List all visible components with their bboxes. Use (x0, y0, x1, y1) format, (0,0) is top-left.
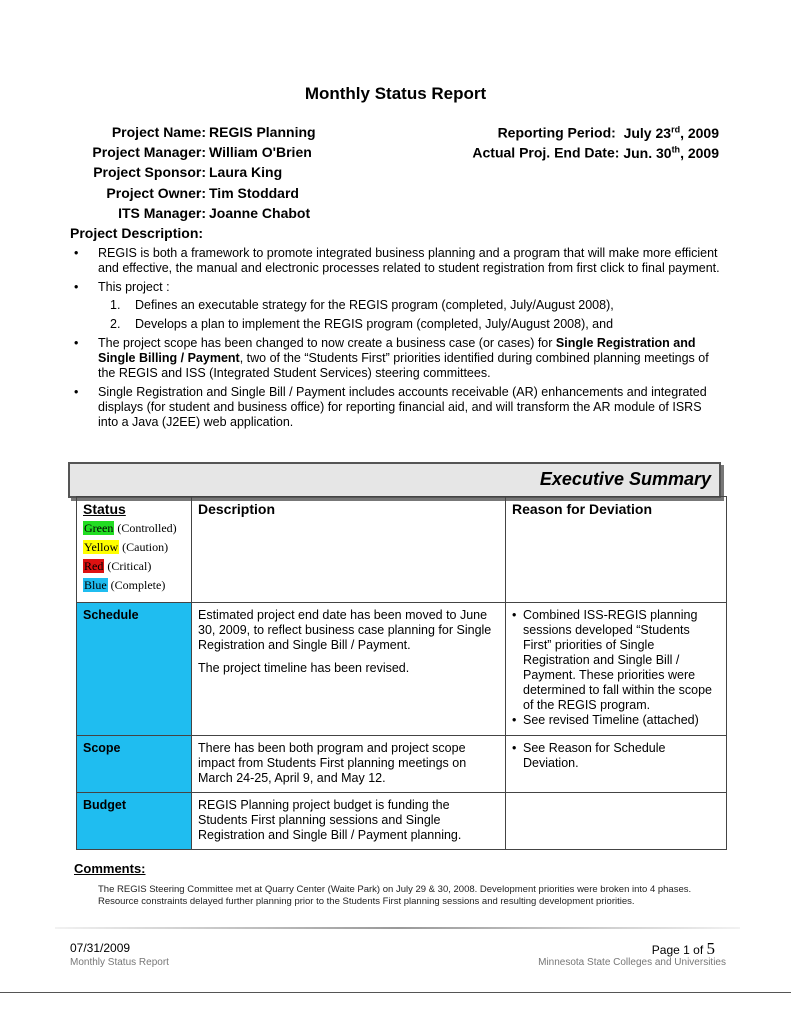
report-title: Monthly Status Report (304, 84, 487, 103)
list-item: • See revised Timeline (attached) (512, 713, 699, 727)
actual-end-date (472, 144, 719, 161)
list-item: • This project : 1. Defines an executable strategy for the REGIS program (completed, July/August 2008), 2. Develops a plan to implement the REGIS program (completed, July/August 2008), and (70, 280, 725, 332)
project-name-label: Project Name: (111, 124, 206, 140)
footer-date: 07/31/2009 (70, 941, 131, 955)
budget-description-cell: REGIS Planning project budget is funding the Students First planning sessions and Single Registration and Single Bill / Payment planning. (192, 793, 506, 850)
sub-list (98, 298, 725, 332)
list-item: • See Reason for Schedule Deviation. (512, 741, 666, 770)
list-item: • Single Registration and Single Bill / Payment includes accounts receivable (AR) enhancements and integrated displays (for student and business office) for reporting financial aid, and will transform the AR module of ISRS into a Java (J2EE) web application. (74, 385, 707, 429)
budget-status-cell: Budget (77, 793, 192, 850)
legend-blue: Blue (84, 578, 107, 592)
executive-summary-table (76, 496, 727, 850)
page-number: Page 1 of 5 (651, 939, 715, 958)
legend-yellow: Yellow (84, 540, 119, 554)
reporting-period (498, 124, 719, 141)
its-manager-label: ITS Manager: (118, 205, 206, 221)
project-owner-label: Project Owner: (106, 185, 206, 201)
page-bottom-line (0, 992, 791, 993)
reporting-period-label: Reporting Period: (497, 124, 616, 141)
schedule-status-cell: Schedule (77, 603, 192, 736)
project-description-list (70, 246, 725, 434)
sub-list-item: 2. Develops a plan to implement the REGIS program (completed, July/August 2008), and (110, 317, 614, 331)
executive-summary-banner (68, 462, 721, 498)
comments-heading: Comments: (74, 861, 146, 876)
reason-header-cell (506, 497, 727, 603)
bullet-icon: • (74, 280, 79, 294)
project-name-value: REGIS Planning (209, 124, 316, 140)
end-date-value: Jun. 30th, 2009 (623, 144, 719, 161)
table-header-row (77, 497, 727, 603)
executive-summary-title: Executive Summary (539, 469, 711, 489)
table-row (77, 793, 727, 850)
list-item: • REGIS is both a framework to promote integrated business planning and a program that will make more efficient and effective, the manual and electronic processes related to student registration from first click to final payment. (74, 246, 720, 275)
footer-subtitle: Monthly Status Report (70, 957, 169, 968)
sub-list-item: 1. Defines an executable strategy for the REGIS program (completed, July/August 2008), (110, 298, 614, 312)
status-header: Status (83, 501, 126, 517)
scope-description-cell: There has been both program and project scope impact from Students First planning meetings on March 24-25, April 9, and May 12. (192, 736, 506, 793)
project-description-heading: Project Description: (70, 225, 204, 241)
project-sponsor-value: Laura King (209, 164, 283, 180)
schedule-reason-cell (506, 603, 727, 736)
end-date-label: Actual Proj. End Date: (472, 144, 620, 161)
project-manager-value: William O'Brien (209, 144, 312, 160)
footer-organization: Minnesota State Colleges and Universities (538, 957, 726, 968)
legend-red: Red (84, 559, 104, 573)
description-header-cell (192, 497, 506, 603)
status-header-cell (77, 497, 192, 603)
comments-text: The REGIS Steering Committee met at Quarry Center (Waite Park) on July 29 & 30, 2008. Development priorities were broken into 4 phases. Resource constraints delayed further planning prior to the Students First planning sessions and resulting development priorities. (98, 884, 692, 907)
scope-reason-cell (506, 736, 727, 793)
its-manager-value: Joanne Chabot (209, 205, 311, 221)
description-header: Description (198, 501, 276, 517)
list-item: • The project scope has been changed to now create a business case (or cases) for Single Registration and Single Billing / Payment, two of the “Students First” priorities identified during combined planning meetings of the REGIS and ISS (Integrated Student Services) steering committees. (74, 336, 709, 380)
scope-status-cell: Scope (77, 736, 192, 793)
status-legend: Green (Controlled) Yellow (Caution) Red (Critical) Blue (Complete) (84, 521, 177, 592)
list-item: • Combined ISS-REGIS planning sessions developed “Students First” priorities of Single Registration and Single Bill / Payment. These priorities were determined to fall within the scope of the REGIS program. (512, 608, 712, 712)
project-sponsor-label: Project Sponsor: (93, 164, 206, 180)
project-manager-label: Project Manager: (92, 144, 206, 160)
footer-divider (55, 927, 740, 929)
budget-reason-cell (506, 793, 727, 850)
reason-header: Reason for Deviation (512, 501, 653, 517)
legend-green: Green (84, 521, 114, 535)
project-owner-value: Tim Stoddard (209, 185, 299, 201)
bullet-icon: • (74, 246, 79, 260)
schedule-description-cell: Estimated project end date has been moved to June 30, 2009, to reflect business case planning for Single Registration and Single Bill / Payment. The project timeline has been revised. (192, 603, 506, 736)
table-row (77, 603, 727, 736)
reporting-period-value: July 23rd, 2009 (623, 124, 719, 141)
bullet-icon: • (74, 336, 79, 350)
table-row (77, 736, 727, 793)
bullet-icon: • (74, 385, 79, 399)
